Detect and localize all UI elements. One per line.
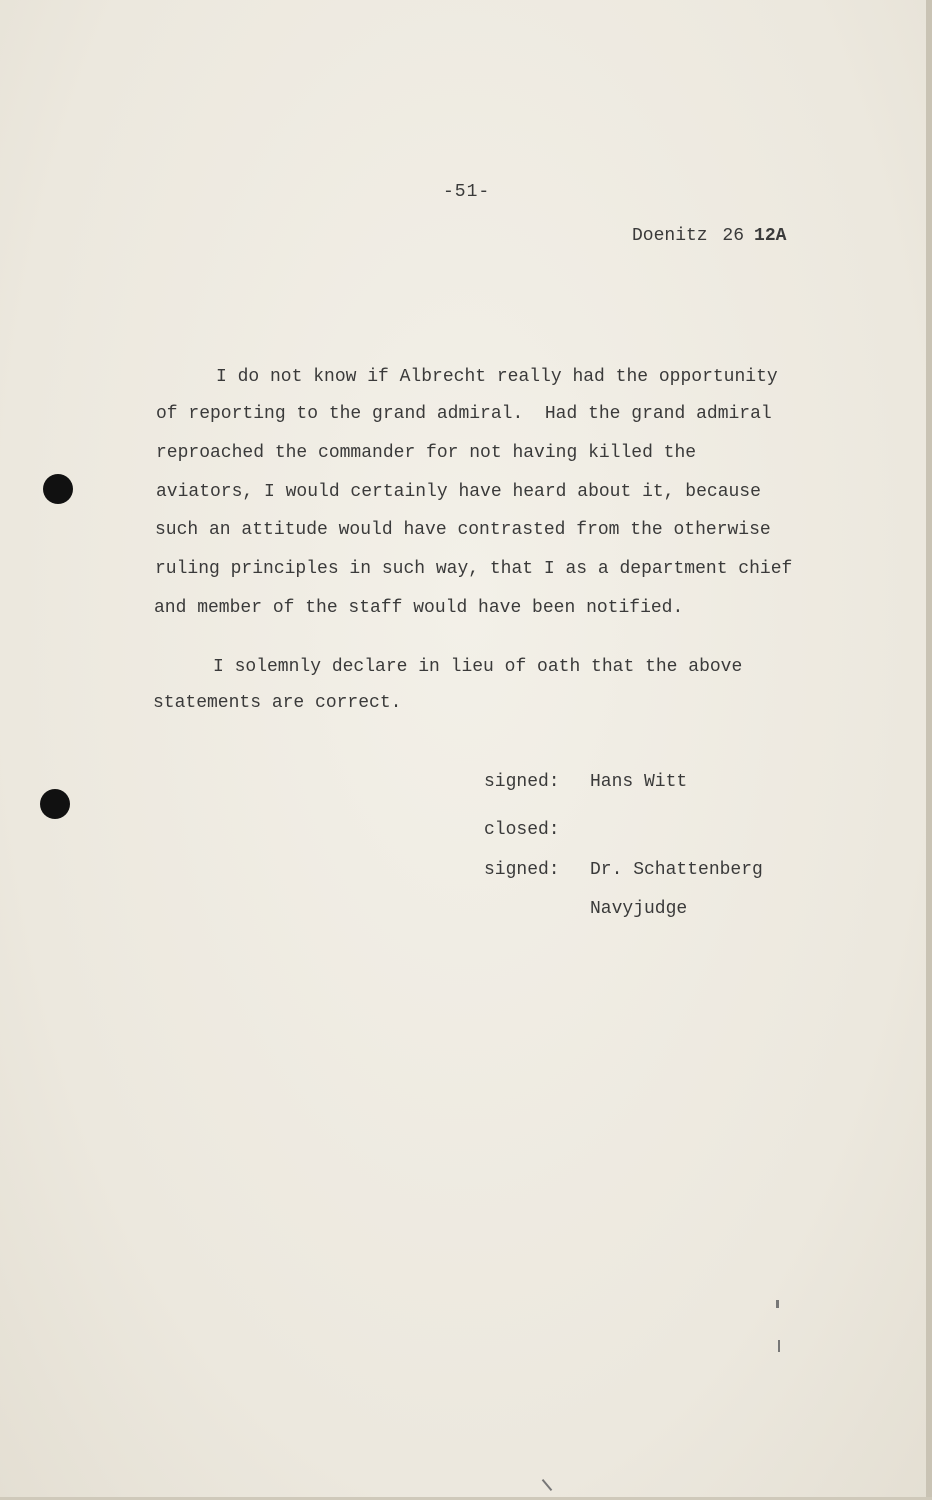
signed-label: signed: (484, 772, 560, 792)
signer-name: Dr. Schattenberg (590, 860, 763, 880)
signer-title: Navyjudge (590, 899, 688, 919)
document-reference (632, 226, 786, 246)
document-reference-suffix: 12A (754, 226, 787, 246)
closed-label: closed: (484, 820, 560, 840)
page-edge-right (926, 0, 932, 1500)
signed-label: signed: (484, 860, 560, 880)
paragraph-1-line: reproached the commander for not having killed the (156, 443, 697, 463)
paragraph-1-line: and member of the staff would have been notified. (154, 598, 684, 618)
paragraph-2-line: statements are correct. (153, 693, 402, 713)
paragraph-1-line: I do not know if Albrecht really had the opportunity (216, 367, 778, 387)
page-number: -51- (443, 182, 491, 202)
paragraph-1-line: of reporting to the grand admiral. Had the grand admiral (156, 404, 772, 424)
paragraph-1-line: ruling principles in such way, that I as a department chief (155, 559, 793, 579)
paper-speck (778, 1340, 780, 1352)
punch-hole-icon (40, 789, 70, 819)
paper-speck (776, 1300, 779, 1308)
document-reference-label: Doenitz 26 (632, 226, 745, 246)
punch-hole-icon (43, 474, 73, 504)
signer-name: Hans Witt (590, 772, 688, 792)
paragraph-1-line: aviators, I would certainly have heard about it, because (156, 482, 761, 502)
paragraph-1-line: such an attitude would have contrasted from the otherwise (155, 520, 771, 540)
paragraph-2-line: I solemnly declare in lieu of oath that the above (213, 657, 743, 677)
